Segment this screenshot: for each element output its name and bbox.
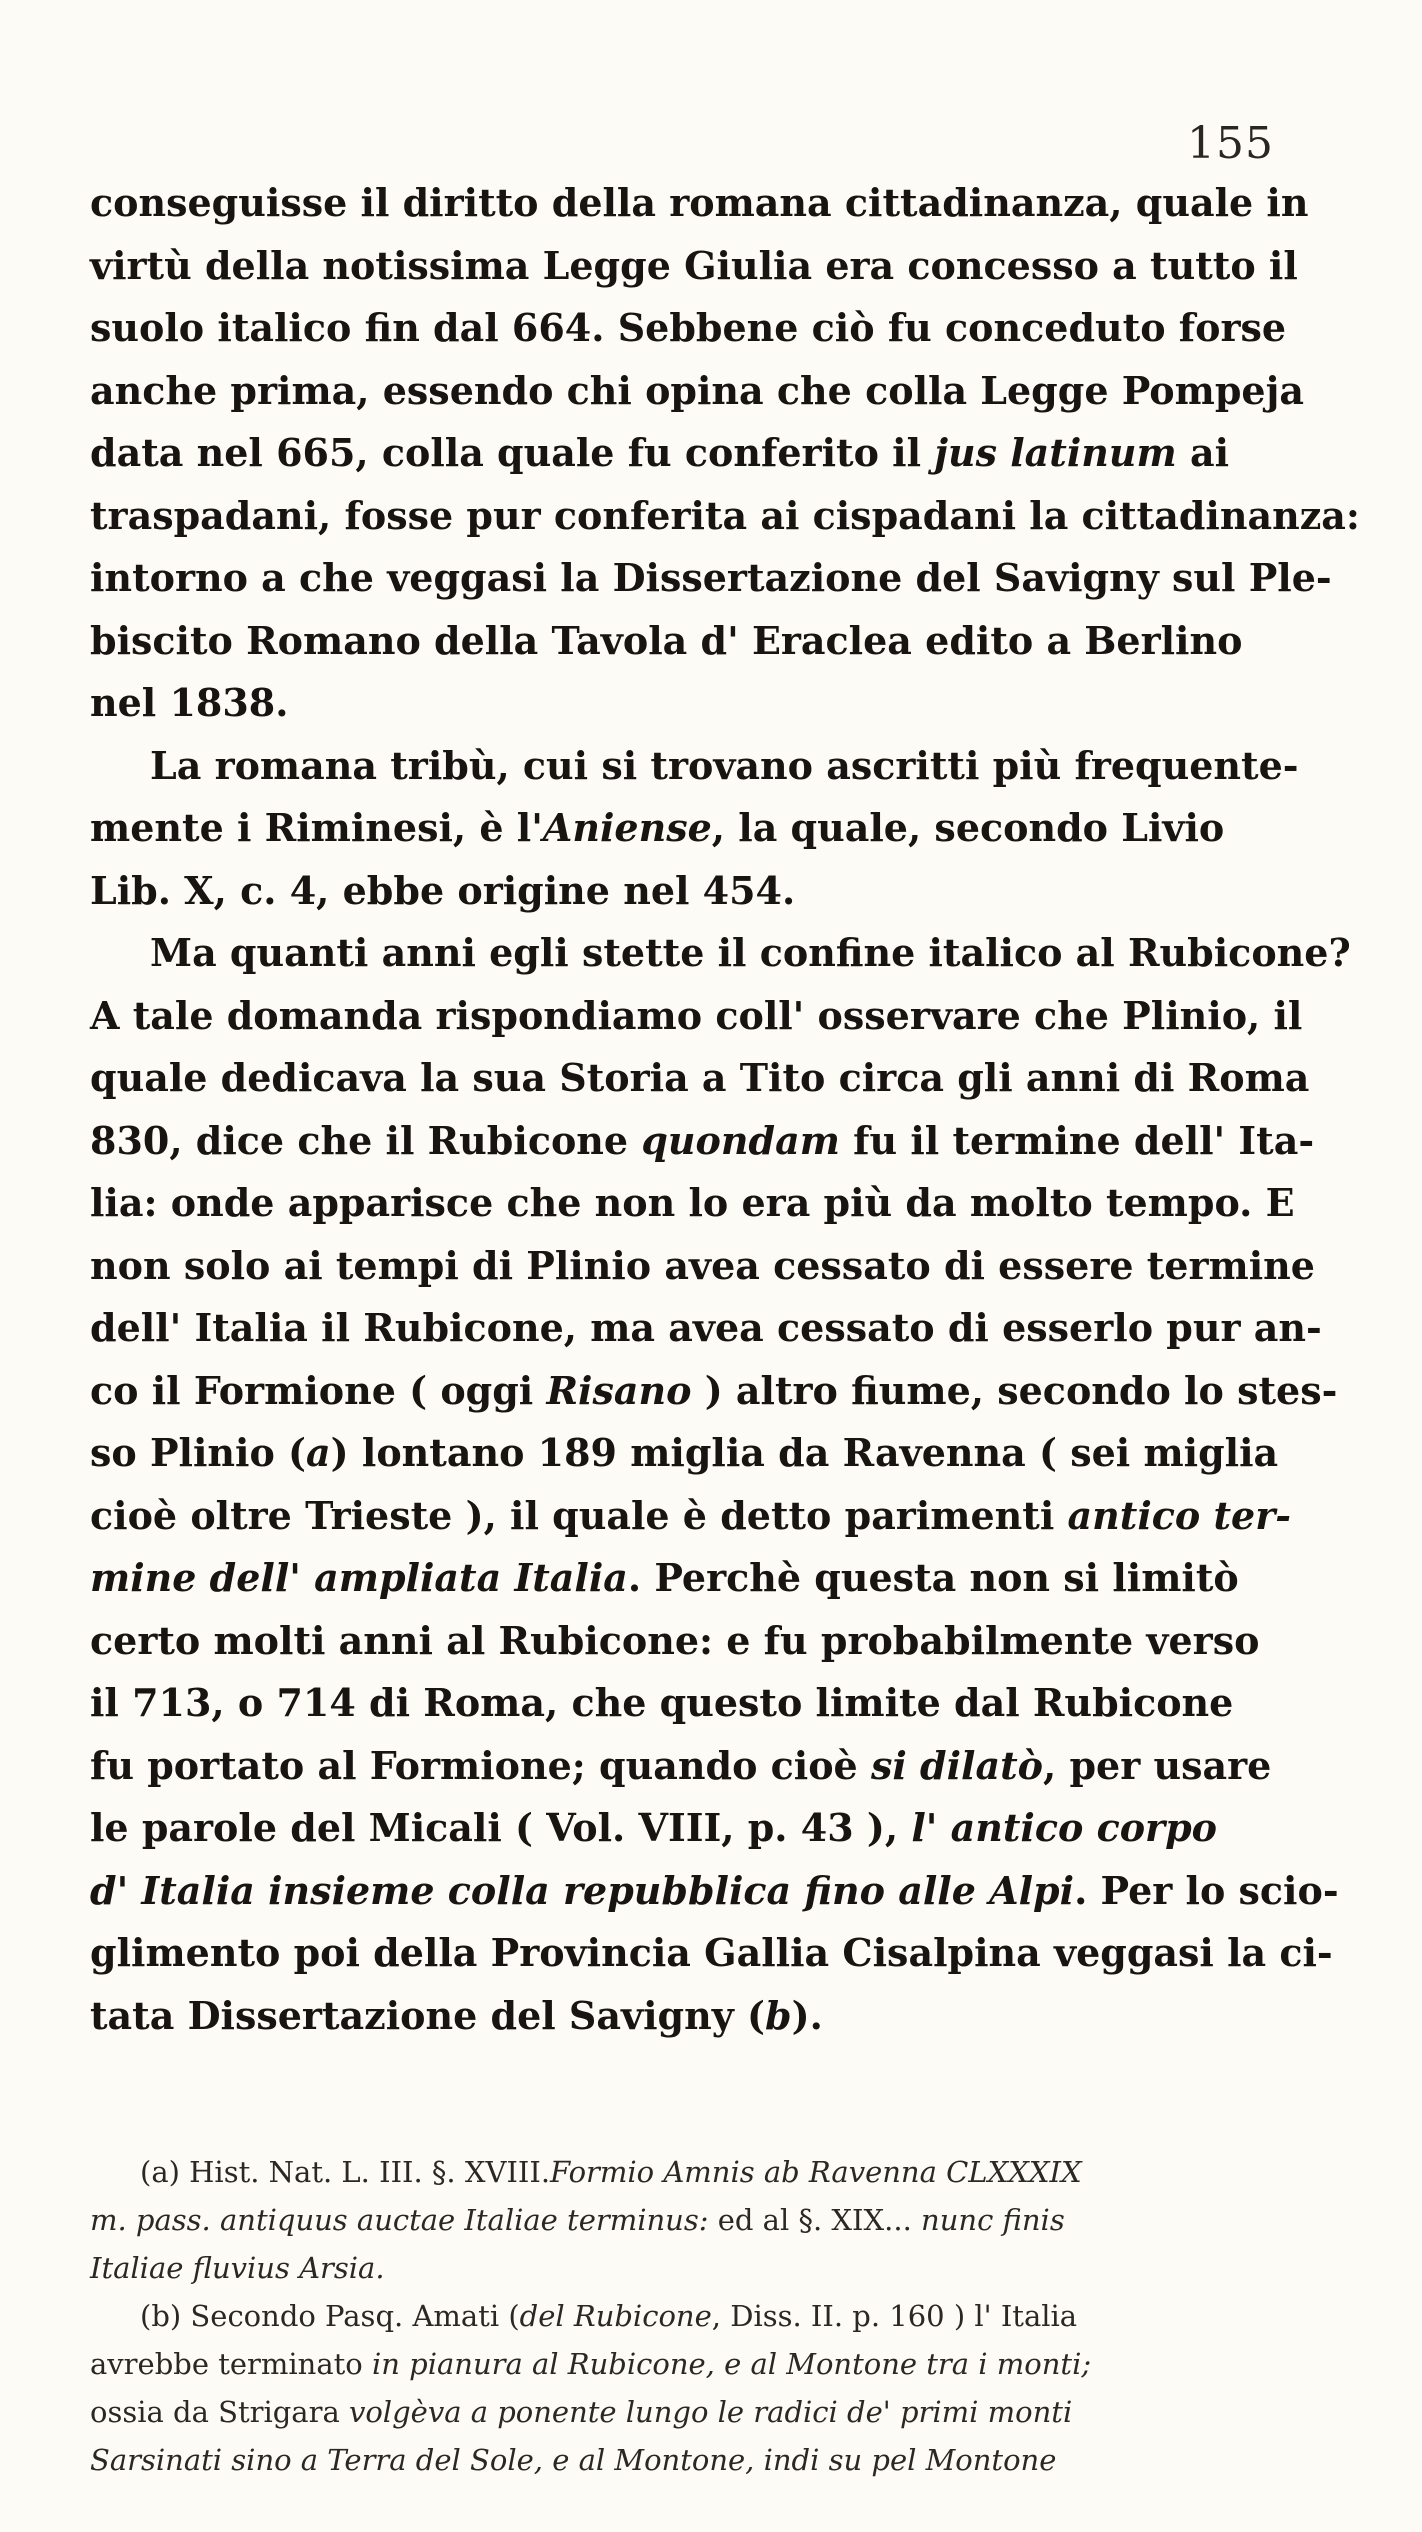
text-line: anche prima, essendo chi opina che colla Legge Pompeja (90, 367, 1304, 413)
text-line: le parole del Micali ( Vol. VIII, p. 43 ), l' antico corpo (90, 1805, 1217, 1850)
text-line: certo molti anni al Rubicone: e fu probabilmente verso (90, 1617, 1260, 1663)
footnote-line: Italiae fluvius Arsia. (90, 2251, 385, 2285)
footnote-line: avrebbe terminato in pianura al Rubicone, e al Montone tra i monti; (90, 2347, 1092, 2381)
text-line: non solo ai tempi di Plinio avea cessato di essere termine (90, 1242, 1315, 1288)
text-line: A tale domanda rispondiamo coll' osservare che Plinio, il (90, 992, 1303, 1038)
italic-term: d' Italia insieme colla repubblica fino alle Alpi (90, 1867, 1075, 1913)
text-line: tata Dissertazione del Savigny (b). (90, 1992, 823, 2038)
text-line: co il Formione ( oggi Risano ) altro fiume, secondo lo stes- (90, 1367, 1338, 1413)
text-line: virtù della notissima Legge Giulia era concesso a tutto il (90, 242, 1298, 288)
text-line: suolo italico fin dal 664. Sebbene ciò fu conceduto forse (90, 305, 1287, 350)
footnote-ref: b (765, 1992, 792, 2038)
text-line: 830, dice che il Rubicone quondam fu il termine dell' Ita- (90, 1117, 1315, 1163)
text-line: nel 1838. (90, 680, 289, 725)
italic-term: antico ter- (1067, 1492, 1291, 1538)
text-line: Ma quanti anni egli stette il confine italico al Rubicone? (150, 930, 1351, 975)
text-line: fu portato al Formione; quando cioè si dilatò, per usare (90, 1742, 1272, 1788)
text-line: conseguisse il diritto della romana cittadinanza, quale in (90, 180, 1309, 225)
footnote-line: (a) Hist. Nat. L. III. §. XVIII.Formio Amnis ab Ravenna CLXXXIX (140, 2155, 1082, 2189)
text-line: biscito Romano della Tavola d' Eraclea edito a Berlino (90, 617, 1243, 663)
text-line: cioè oltre Trieste ), il quale è detto parimenti antico ter- (90, 1492, 1291, 1538)
text-line: dell' Italia il Rubicone, ma avea cessato di esserlo pur an- (90, 1305, 1322, 1350)
text-line: lia: onde apparisce che non lo era più da molto tempo. E (90, 1180, 1295, 1225)
text-line: mente i Riminesi, è l'Aniense, la quale, secondo Livio (90, 805, 1225, 850)
text-line: il 713, o 714 di Roma, che questo limite dal Rubicone (90, 1680, 1234, 1725)
text-line: so Plinio (a) lontano 189 miglia da Ravenna ( sei miglia (90, 1430, 1279, 1475)
footnote-line: ossia da Strigara volgèva a ponente lungo le radici de' primi monti (90, 2395, 1073, 2429)
text-line: mine dell' ampliata Italia. Perchè questa non si limitò (90, 1555, 1239, 1600)
footnote-line: m. pass. antiquus auctae Italiae terminus: ed al §. XIX... nunc finis (90, 2203, 1065, 2237)
italic-term: Risano (546, 1367, 692, 1413)
italic-term: Aniense (542, 805, 712, 850)
text-line: La romana tribù, cui si trovano ascritti più frequente- (150, 742, 1299, 788)
page-number: 155 (1187, 118, 1274, 169)
footnote-line: Sarsinati sino a Terra del Sole, e al Montone, indi su pel Montone (90, 2443, 1057, 2477)
text-line: glimento poi della Provincia Gallia Cisalpina veggasi la ci- (90, 1930, 1333, 1975)
italic-term: mine dell' ampliata Italia (90, 1555, 628, 1600)
text-line: traspadani, fosse pur conferita ai cispadani la cittadinanza: (90, 492, 1360, 538)
text-line: d' Italia insieme colla repubblica fino alle Alpi. Per lo scio- (90, 1867, 1339, 1913)
body-text (90, 172, 1360, 2047)
text-line: Lib. X, c. 4, ebbe origine nel 454. (90, 867, 796, 913)
italic-term: jus latinum (934, 430, 1177, 475)
footnote-ref: a (306, 1430, 331, 1475)
text-line: data nel 665, colla quale fu conferito il jus latinum ai (90, 430, 1230, 475)
footnote-line: (b) Secondo Pasq. Amati (del Rubicone, Diss. II. p. 160 ) l' Italia (140, 2299, 1078, 2333)
italic-term: quondam (641, 1117, 840, 1163)
text-line: intorno a che veggasi la Dissertazione del Savigny sul Ple- (90, 555, 1332, 600)
footnotes (90, 2148, 1332, 2484)
italic-term: l' antico corpo (911, 1805, 1217, 1850)
text-line: quale dedicava la sua Storia a Tito circa gli anni di Roma (90, 1055, 1310, 1100)
italic-term: si dilatò (870, 1742, 1044, 1788)
